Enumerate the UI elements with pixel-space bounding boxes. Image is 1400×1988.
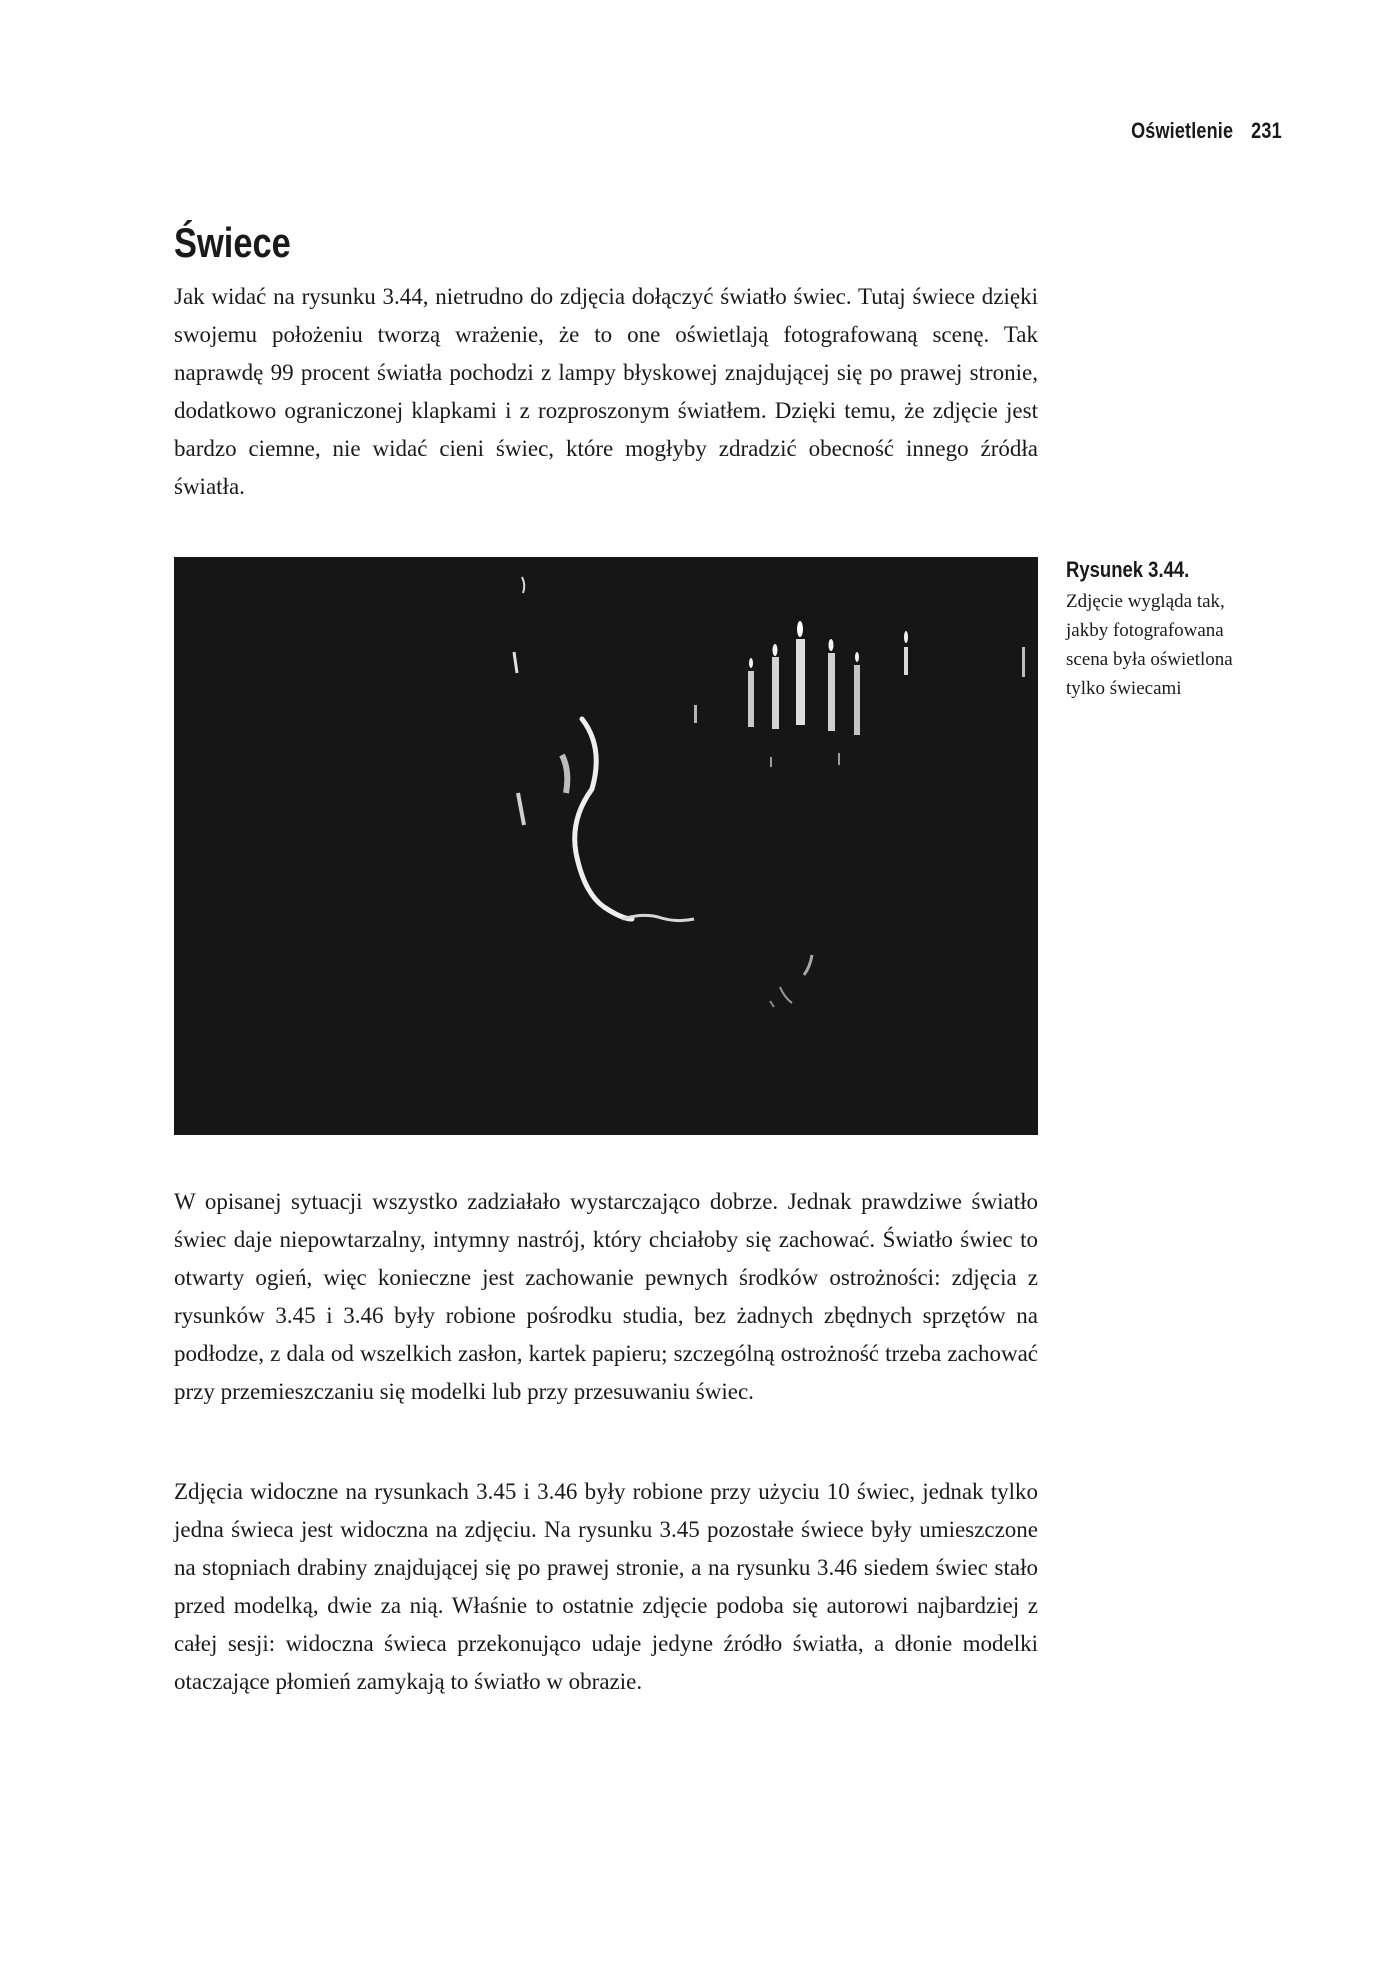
paragraph-safety: W opisanej sytuacji wszystko zadziałało wystarczająco dobrze. Jednak prawdziwe światło świec daje niepowtarzalny, intymny nastrój, który chciałoby się zachować. Światło świec to otwarty ogień, więc konieczne jest zachowanie pewnych środków ostrożności: zdjęcia z rysunków 3.45 i 3.46 były robione pośrodku studia, bez żadnych zbędnych sprzętów na podłodze, z dala od wszelkich zasłon, kartek papieru; szczególną ostrożność trzeba zachować przy przemieszczaniu się modelki lub przy przesuwaniu świec. bbox=[174, 1189, 1038, 1404]
figure-caption bbox=[1066, 555, 1286, 703]
page-number: 231 bbox=[1251, 118, 1282, 143]
section-title: Świece bbox=[174, 219, 291, 266]
dark-photo-image bbox=[174, 557, 1038, 1135]
running-head-section: Oświetlenie bbox=[1131, 118, 1234, 143]
running-head bbox=[1131, 118, 1282, 144]
paragraph-intro: Jak widać na rysunku 3.44, nietrudno do zdjęcia dołączyć światło świec. Tutaj świece dzięki swojemu położeniu tworzą wrażenie, że to one oświetlają fotografowaną scenę. Tak naprawdę 99 procent światła pochodzi z lampy błyskowej znajdującej się po prawej stronie, dodatkowo ograniczonej klapkami i z rozproszonym światłem. Dzięki temu, że zdjęcie jest bardzo ciemne, nie widać cieni świec, które mogłyby zdradzić obecność innego źródła światła. bbox=[174, 284, 1038, 499]
paragraph-candles-setup: Zdjęcia widoczne na rysunkach 3.45 i 3.46 były robione przy użyciu 10 świec, jednak tylko jedna świeca jest widoczna na zdjęciu. Na rysunku 3.45 pozostałe świece były umieszczone na stopniach drabiny znajdującej się po prawej stronie, a na rysunku 3.46 siedem świec stało przed modelką, dwie za nią. Właśnie to ostatnie zdjęcie podoba się autorowi najbardziej z całej sesji: widoczna świeca przekonująco udaje jedyne źródło światła, a dłonie modelki otaczające płomień zamykają to światło w obrazie. bbox=[174, 1479, 1038, 1694]
figure-caption-text: Zdjęcie wygląda tak, jakby fotografowana scena była oświetlona tylko świecami bbox=[1066, 591, 1233, 699]
figure-photo-candles bbox=[174, 557, 1038, 1135]
figure-label: Rysunek 3.44. bbox=[1066, 557, 1190, 582]
